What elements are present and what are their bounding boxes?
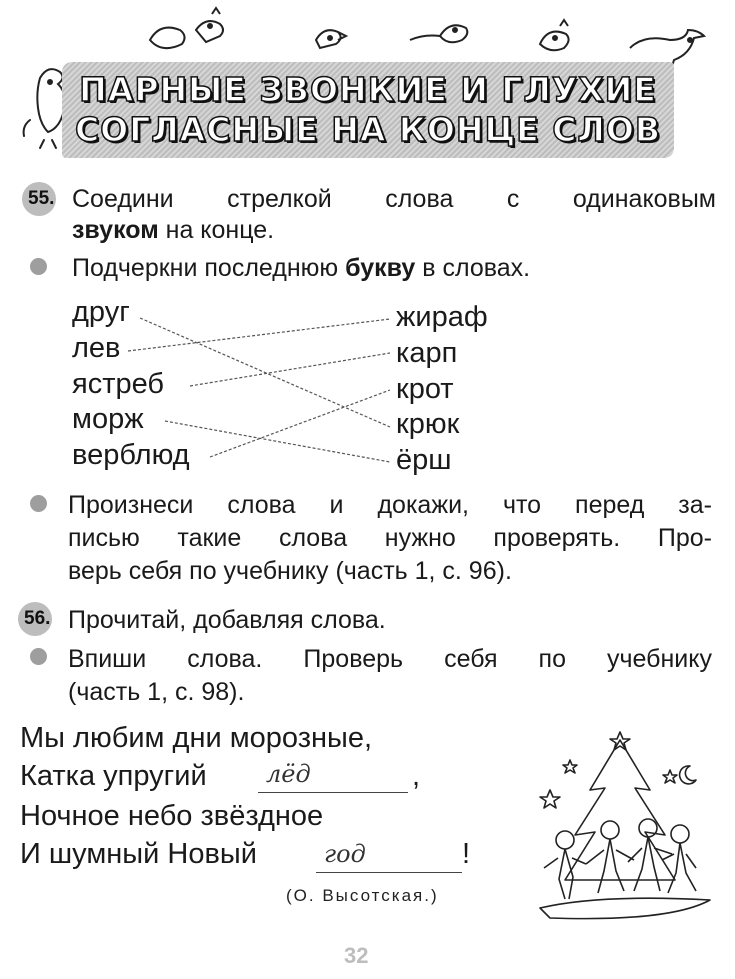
left-word: друг (72, 296, 130, 328)
poem-line: И шумный Новый (20, 838, 257, 870)
poem-line: Мы любим дни морозные, (20, 722, 373, 754)
left-word: морж (72, 403, 144, 435)
right-word: ёрш (396, 444, 452, 476)
new-year-illustration (520, 730, 720, 935)
christmas-tree-icon (565, 732, 675, 880)
bold-word: звуком (72, 216, 159, 244)
poem-punctuation: , (412, 760, 421, 792)
right-word: крюк (396, 408, 460, 440)
dancing-children-icon (544, 819, 696, 899)
exercise-number-56: 56. (18, 602, 52, 636)
subtask-post: в словах. (415, 254, 531, 282)
match-line (210, 390, 390, 457)
exercise56-task: Прочитай, добавляя слова. (68, 606, 386, 634)
bold-word: букву (345, 254, 416, 282)
bullet-icon (30, 495, 47, 512)
exercise55-task-line1: Соедини стрелкой слова с одинаковым (72, 185, 716, 213)
match-line (140, 318, 390, 427)
page-number: 32 (344, 943, 369, 968)
right-word: карп (396, 337, 458, 369)
answer-blank (258, 792, 408, 793)
right-word: жираф (396, 301, 488, 333)
exercise55-note-line1: Произнеси слова и докажи, что перед за- (68, 491, 712, 519)
exercise55-note-line3: верь себя по учебнику (часть 1, с. 96). (68, 557, 512, 585)
handwritten-answer: лёд (266, 760, 311, 788)
star-icon (663, 770, 677, 783)
match-line (190, 353, 390, 386)
answer-blank (316, 872, 462, 873)
exercise56-sub-line2: (часть 1, с. 98). (68, 678, 245, 706)
bullet-icon (30, 648, 47, 665)
snow-ground (540, 898, 710, 918)
right-word: крот (396, 373, 454, 405)
handwritten-answer: год (324, 840, 366, 868)
task-rest: на конце. (158, 216, 275, 244)
subtask-pre: Подчеркни последнюю (72, 254, 346, 282)
page-title-line2: СОГЛАСНЫЕ НА КОНЦЕ СЛОВ (74, 110, 662, 149)
star-icon (540, 790, 560, 808)
match-line (165, 421, 390, 462)
poem-author: (О. Высотская.) (286, 886, 439, 905)
poem-line: Ночное небо звёздное (20, 800, 324, 832)
left-word: лев (72, 332, 121, 364)
match-line (128, 319, 390, 351)
exercise56-sub-line1: Впиши слова. Проверь себя по учебнику (68, 645, 712, 673)
exercise-number-55: 55. (22, 182, 56, 216)
exercise55-note-line2: писью такие слова нужно проверять. Про- (68, 524, 712, 552)
poem-punctuation: ! (462, 838, 471, 870)
page-title-line1: ПАРНЫЕ ЗВОНКИЕ И ГЛУХИЕ (79, 70, 657, 109)
left-word: ястреб (72, 368, 165, 400)
moon-icon (680, 766, 696, 784)
poem-line: Катка упругий (20, 760, 207, 792)
star-icon (563, 760, 577, 773)
left-word: верблюд (72, 439, 190, 471)
